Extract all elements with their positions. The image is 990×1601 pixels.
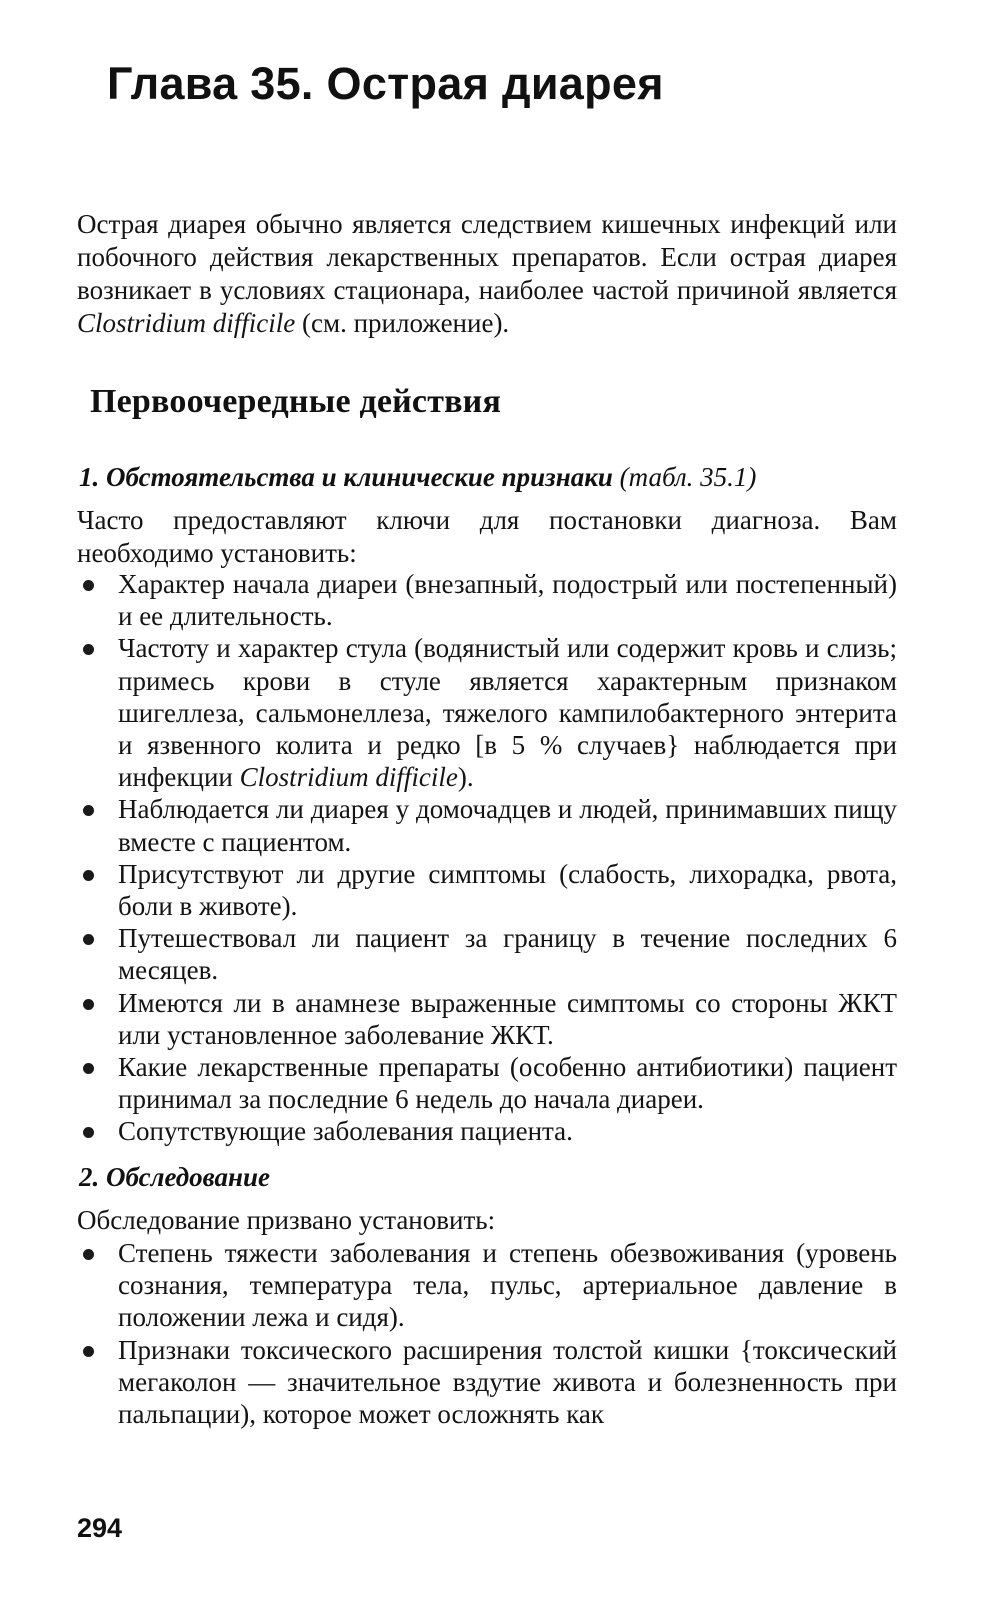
list-item [77, 922, 897, 986]
page-number: 294 [77, 1513, 123, 1543]
subsection-1-lead: Часто предоставляют ключи для постановки диагноза. Вам необходимо установить: [77, 505, 897, 568]
list-item-text: Степень тяжести заболевания и степень обезвоживания (уровень сознания, температура тела, пульс, артериальное давление в положении лежа и сидя). [118, 1238, 897, 1333]
list-item-text: Присутствуют ли другие симптомы (слабость, лихорадка, рвота, боли в животе). [118, 858, 897, 922]
list-item-text: Путешествовал ли пациент за границу в течение последних 6 месяцев. [118, 923, 897, 986]
subsection-heading-1 [79, 462, 756, 493]
intro-text: Острая диарея обычно является следствием кишечных инфекций или побочного действия лекарственных препаратов. Если острая диарея возникает в условиях стационара, наиболее частой причиной является [77, 209, 897, 305]
chapter-title: Глава 35. Острая диарея [107, 58, 664, 109]
bullet-icon [83, 580, 94, 591]
list-item [77, 632, 897, 793]
list-item [77, 793, 897, 857]
list-item-text: Сопутствующие заболевания пациента. [118, 1116, 573, 1147]
symptom-checklist [77, 568, 897, 1148]
bullet-icon [83, 1346, 94, 1357]
list-item-text: Наблюдается ли диарея у домочадцев и людей, принимавших пищу вместе с пациентом. [118, 794, 897, 857]
section-heading: Первоочередные действия [90, 383, 502, 420]
bullet-icon [83, 805, 94, 816]
bullet-icon [83, 999, 94, 1010]
list-item [77, 987, 897, 1051]
list-item-text: Какие лекарственные препараты (особенно антибиотики) пациент принимал за последние 6 недель до начала диареи. [118, 1052, 897, 1115]
bullet-icon [83, 644, 94, 655]
bullet-icon [83, 1249, 94, 1260]
list-item-text: Имеются ли в анамнезе выраженные симптомы со стороны ЖКТ или установленное заболевание ЖКТ. [118, 987, 897, 1050]
list-item-text: Частоту и характер стула (водянистый или содержит кровь и слизь; примесь крови в стуле является характерным признаком шигеллеза, сальмонеллеза, тяжелого кампилобактерного энтерита и язвенного колита и редко [в 5 % случаев} наблюдается при инфекции [118, 633, 897, 793]
list-item [77, 858, 897, 922]
subsection-heading-1-text: 1. Обстоятельства и клинические признаки [79, 462, 613, 492]
list-item [77, 1237, 897, 1334]
intro-organism: Clostridium difficile [77, 308, 296, 338]
list-item [77, 1334, 897, 1431]
list-item-text-end: ). [457, 762, 474, 793]
list-item-organism: Clostridium difficile [239, 762, 458, 793]
list-item [77, 1115, 897, 1147]
subsection-heading-2: 2. Обследование [79, 1162, 271, 1192]
subsection-heading-1-ref: (табл. 35.1) [619, 462, 757, 492]
examination-checklist [77, 1237, 897, 1430]
subsection-2-lead: Обследование призвано установить: [77, 1205, 496, 1235]
intro-text-end: (см. приложение). [295, 308, 510, 338]
list-item [77, 1051, 897, 1115]
bullet-icon [83, 870, 94, 881]
list-item-text: Признаки токсического расширения толстой кишки {токсический мегаколон — значительное вздутие живота и болезненность при пальпации), которое может осложнять как [118, 1334, 897, 1430]
list-item-text: Характер начала диареи (внезапный, подострый или постепенный) и ее длительность. [118, 569, 897, 632]
list-item [77, 568, 897, 632]
bullet-icon [83, 1127, 94, 1138]
intro-paragraph [77, 208, 897, 340]
bullet-icon [83, 934, 94, 945]
bullet-icon [83, 1063, 94, 1074]
